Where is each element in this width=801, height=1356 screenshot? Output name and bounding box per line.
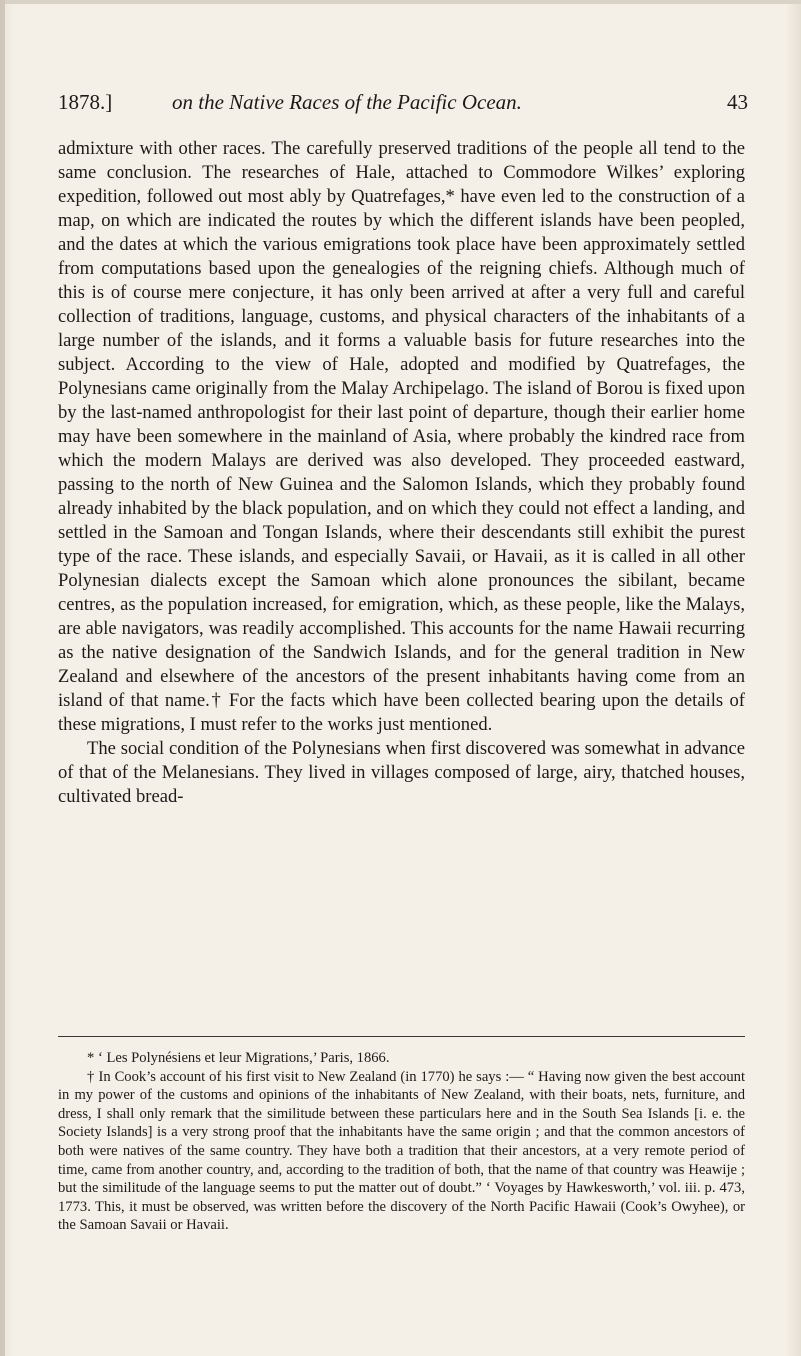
- footnote-2: † In Cook’s account of his first visit to New Zealand (in 1770) he says :— “ Having now given the best account in my power of the customs and opinions of the inhabitants of New Zealand, with their boats, nets, furniture, and dress, I shall only remark that the similitude between these particulars here and in the South Sea Islands [i. e. the Society Islands] is a very strong proof that the inhabitants have the same origin ; and that the common ancestors of both were natives of the same country. They have both a tradition that their ancestors, at a very remote period of time, came from another country, and, according to the tradition of both, that the name of that country was Heawije ; but the similitude of the language seems to put the matter out of doubt.” ‘ Voyages by Hawkesworth,’ vol. iii. p. 473, 1773. This, it must be observed, was written before the discovery of the North Pacific Hawaii (Cook’s Owyhee), or the Samoan Savaii or Havaii.: [58, 1068, 745, 1234]
- header-running-title: on the Native Races of the Pacific Ocean.: [172, 90, 522, 114]
- footnote-rule: [58, 1036, 745, 1037]
- footnote-1: * ‘ Les Polynésiens et leur Migrations,’ Paris, 1866.: [87, 1050, 390, 1066]
- footnotes: [58, 1049, 745, 1235]
- header-year: 1878.]: [58, 90, 113, 114]
- running-header: [58, 90, 748, 120]
- page-number: 43: [727, 90, 748, 114]
- paragraph-2: The social condition of the Polynesians when first discovered was somewhat in advance of that of the Melanesians. They lived in villages composed of large, airy, thatched houses, cultivated bread-: [58, 738, 745, 807]
- page-top-edge: [0, 0, 801, 4]
- main-text: [58, 137, 745, 809]
- page-left-edge: [0, 0, 5, 1356]
- paragraph-1: admixture with other races. The carefully preserved traditions of the people all tend to the same conclusion. The researches of Hale, attached to Commodore Wilkes’ exploring expedition, followed out most ably by Quatrefages,* have even led to the construction of a map, on which are indicated the routes by which the different islands have been peopled, and the dates at which the various emigrations took place have been approximately settled from computations based upon the genealogies of the reigning chiefs. Although much of this is of course mere conjecture, it has only been arrived at after a very full and careful collection of traditions, language, customs, and physical characters of the inhabitants of a large number of the islands, and it forms a valuable basis for future researches into the subject. According to the view of Hale, adopted and modified by Quatrefages, the Polynesians came originally from the Malay Archipelago. The island of Borou is fixed upon by the last-named anthropologist for their last point of departure, though their earlier home may have been somewhere in the mainland of Asia, where probably the kindred race from which the modern Malays are derived was also developed. They proceeded eastward, passing to the north of New Guinea and the Salomon Islands, which they probably found already inhabited by the black population, and on which they could not effect a landing, and settled in the Samoan and Tongan Islands, where their descendants still exhibit the purest type of the race. These islands, and especially Savaii, or Havaii, as it is called in all other Polynesian dialects except the Samoan which alone pronounces the sibilant, became centres, as the population increased, for emigration, which, as these people, like the Malays, are able navigators, was readily accomplished. This accounts for the name Hawaii recurring as the native designation of the Sandwich Islands, and for the general tradition in New Zealand and elsewhere of the ancestors of the present inhabitants having come from an island of that name.† For the facts which have been collected bearing upon the details of these migrations, I must refer to the works just mentioned.: [58, 138, 745, 735]
